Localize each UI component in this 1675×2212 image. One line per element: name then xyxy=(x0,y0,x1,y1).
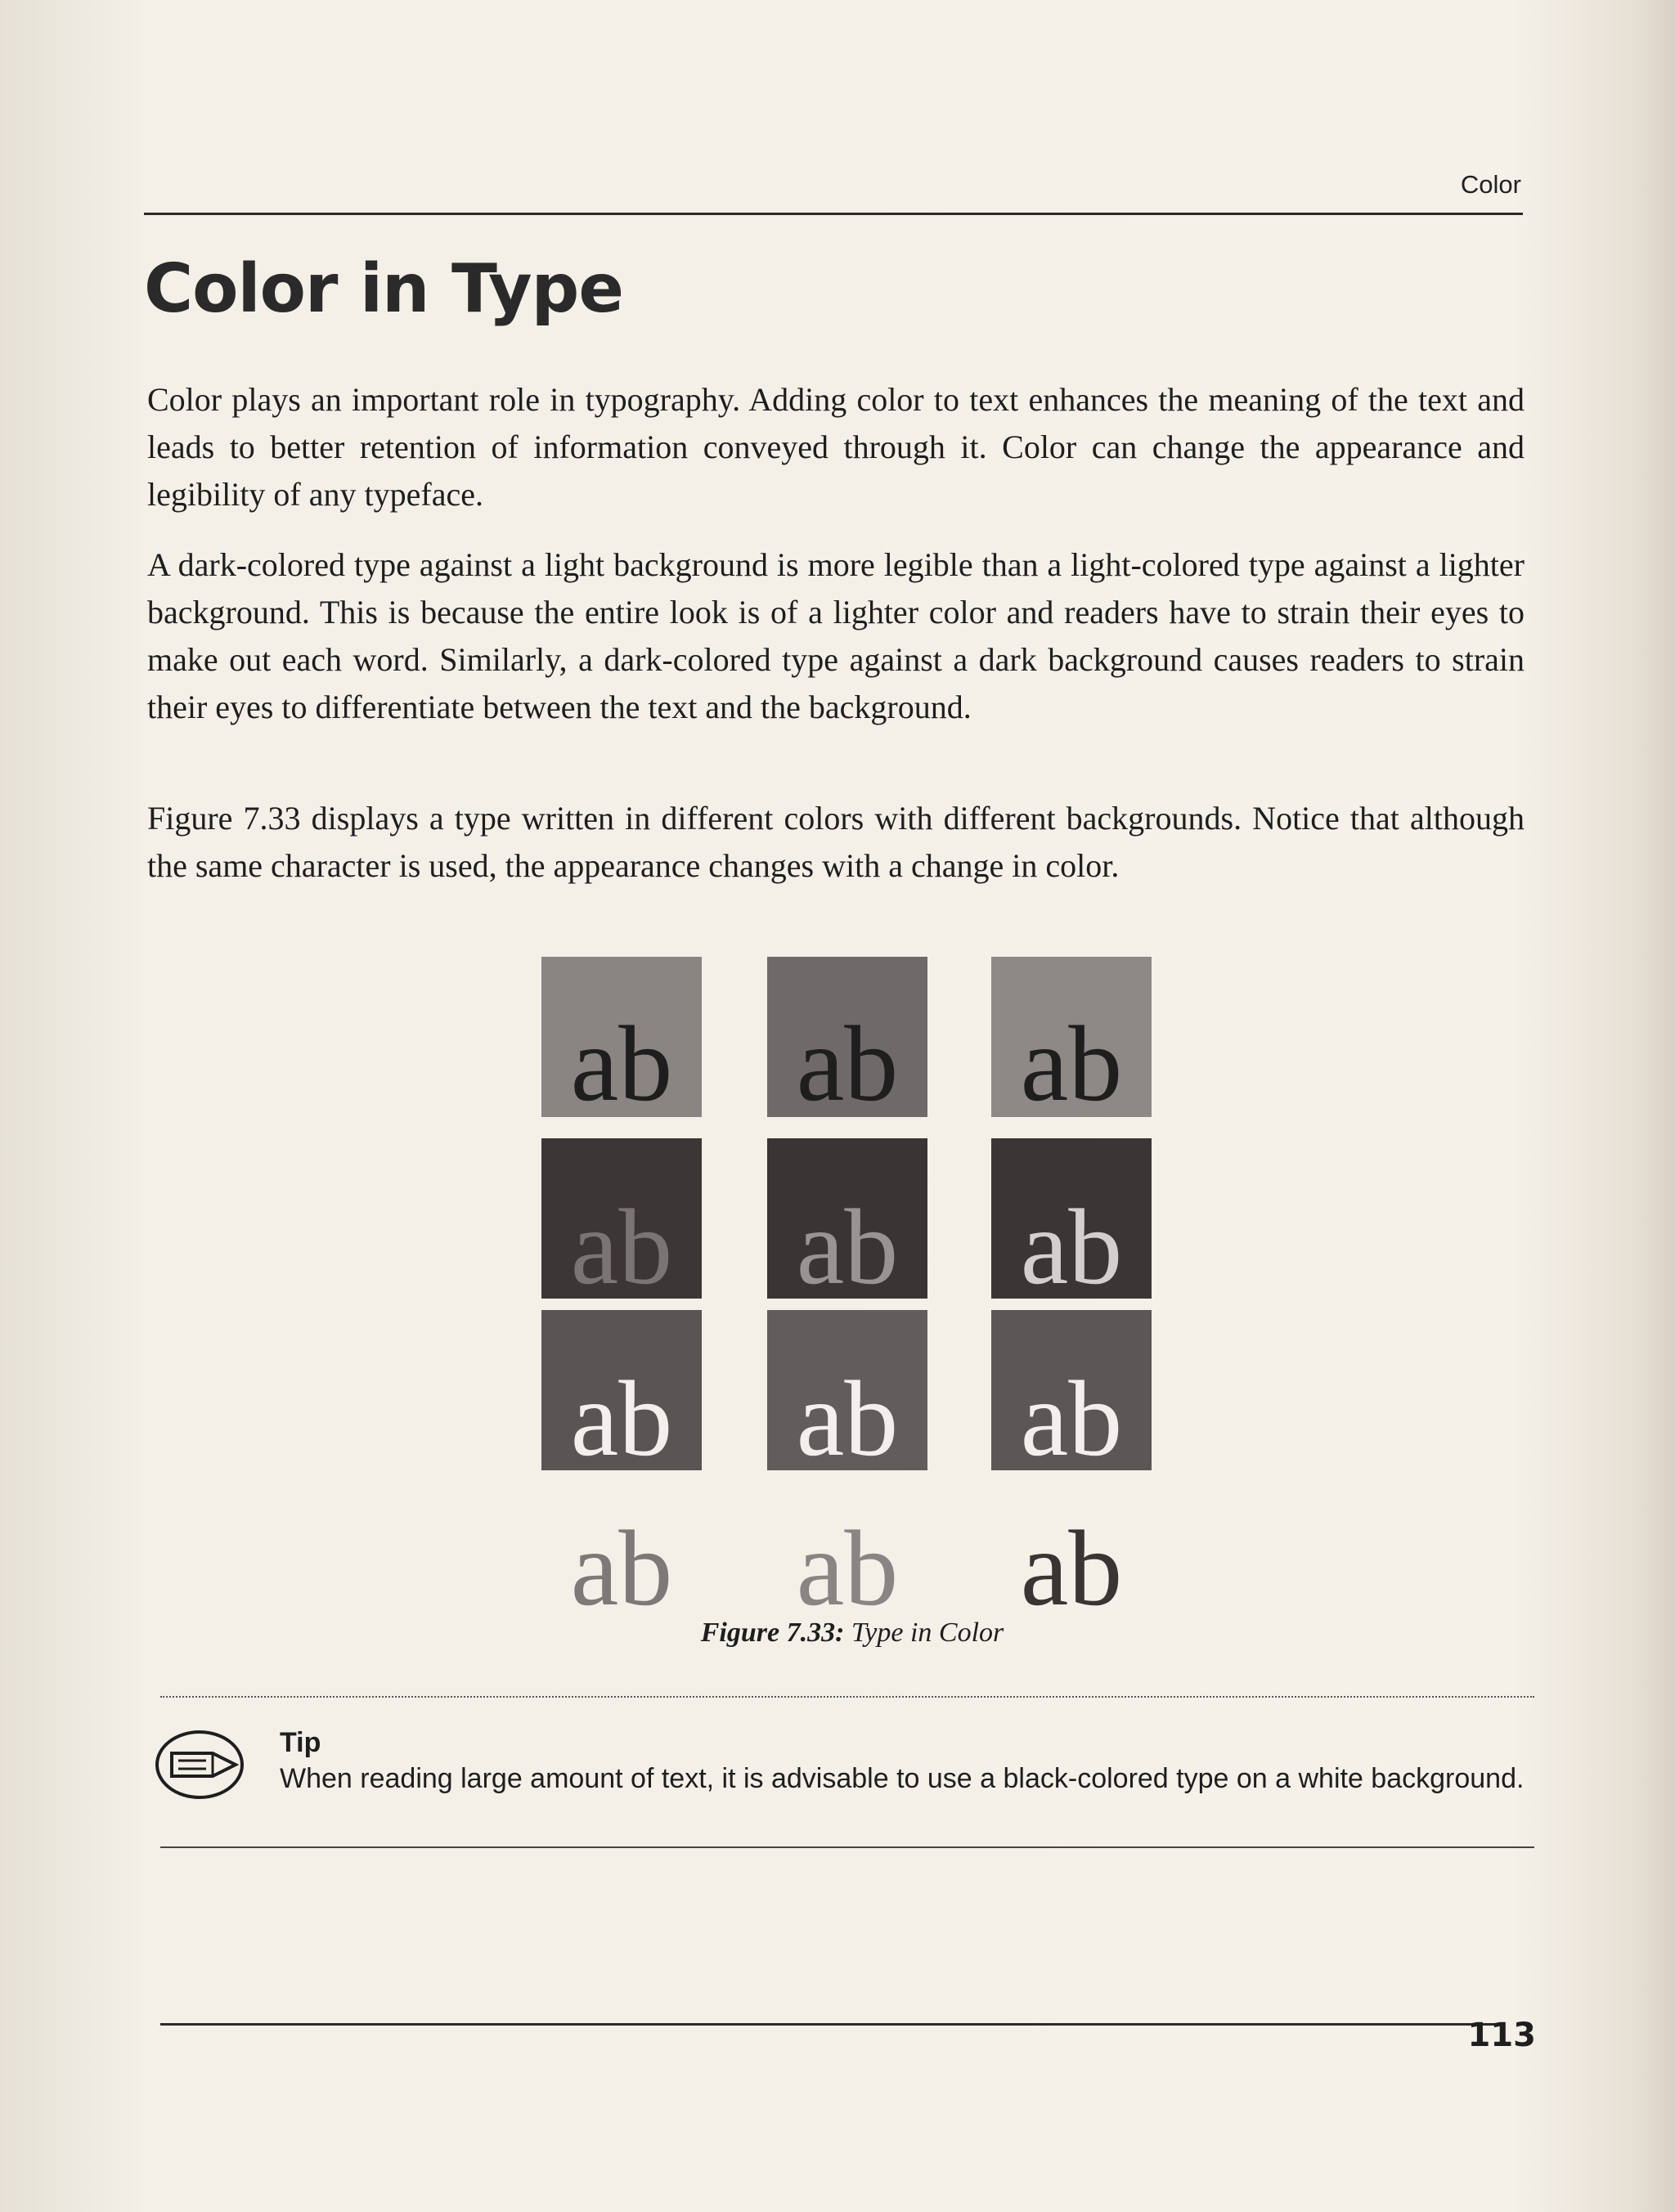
swatch-sample-text: ab xyxy=(1020,1187,1123,1307)
swatch-sample-text: ab xyxy=(1020,1358,1123,1478)
running-head: Color xyxy=(1460,170,1521,199)
swatch-sample-text: ab xyxy=(796,1358,899,1478)
pencil-circle-icon xyxy=(154,1727,250,1802)
swatch-r2-c3 xyxy=(991,1138,1152,1307)
swatch-r4-c3 xyxy=(991,1480,1152,1640)
swatch-sample-text: ab xyxy=(796,1003,899,1124)
swatch-sample-text: ab xyxy=(1020,1003,1123,1124)
figure-caption-text: Type in Color xyxy=(851,1617,1004,1648)
tip-rule-bottom xyxy=(160,1846,1534,1848)
swatch-sample-text: ab xyxy=(570,1187,673,1307)
tip-rule-top xyxy=(160,1696,1534,1698)
swatch-r3-c3 xyxy=(991,1310,1152,1478)
swatch-sample-text: ab xyxy=(570,1003,673,1124)
swatch-r2-c1 xyxy=(541,1138,702,1307)
swatch-r1-c2 xyxy=(767,957,927,1124)
page-number: 113 xyxy=(1467,2017,1536,2054)
swatch-sample-text: ab xyxy=(570,1508,673,1628)
swatch-r4-c2 xyxy=(767,1480,927,1640)
paragraph-1: Color plays an important role in typography. Adding color to text enhances the meaning of the text and leads to better retention of information conveyed through it. Color can change the appearance and legibility of any typeface. xyxy=(147,381,1525,513)
type-color-figure xyxy=(541,957,1163,1628)
footer-rule xyxy=(160,2023,1502,2026)
swatch-r1-c3 xyxy=(991,957,1152,1124)
figure-caption xyxy=(541,1617,1163,1649)
swatch-sample-text: ab xyxy=(1020,1508,1123,1628)
swatch-sample-text: ab xyxy=(796,1187,899,1307)
swatch-r2-c2 xyxy=(767,1138,927,1307)
swatch-r3-c1 xyxy=(541,1310,702,1478)
paragraph-2: A dark-colored type against a light background is more legible than a light-colored type against a lighter background. This is because the entire look is of a lighter color and readers have to strain their eyes to make out each word. Similarly, a dark-colored type against a dark background causes readers to strain their eyes to differentiate between the text and the background. xyxy=(147,546,1525,725)
tip-heading: Tip xyxy=(280,1727,321,1758)
paragraph-3: Figure 7.33 displays a type written in different colors with different backgrounds. Notice that although the same character is used, the appearance changes with a change in color. xyxy=(147,800,1525,884)
swatch-r3-c2 xyxy=(767,1310,927,1478)
tip-text: When reading large amount of text, it is advisable to use a black-colored type on a white background. xyxy=(280,1763,1525,1794)
swatch-r1-c1 xyxy=(541,957,702,1124)
section-title: Color in Type xyxy=(144,250,623,328)
swatch-sample-text: ab xyxy=(570,1358,673,1478)
figure-caption-label: Figure 7.33: xyxy=(700,1617,845,1648)
header-rule xyxy=(144,213,1523,215)
swatch-r4-c1 xyxy=(541,1480,702,1640)
swatch-sample-text: ab xyxy=(796,1508,899,1628)
